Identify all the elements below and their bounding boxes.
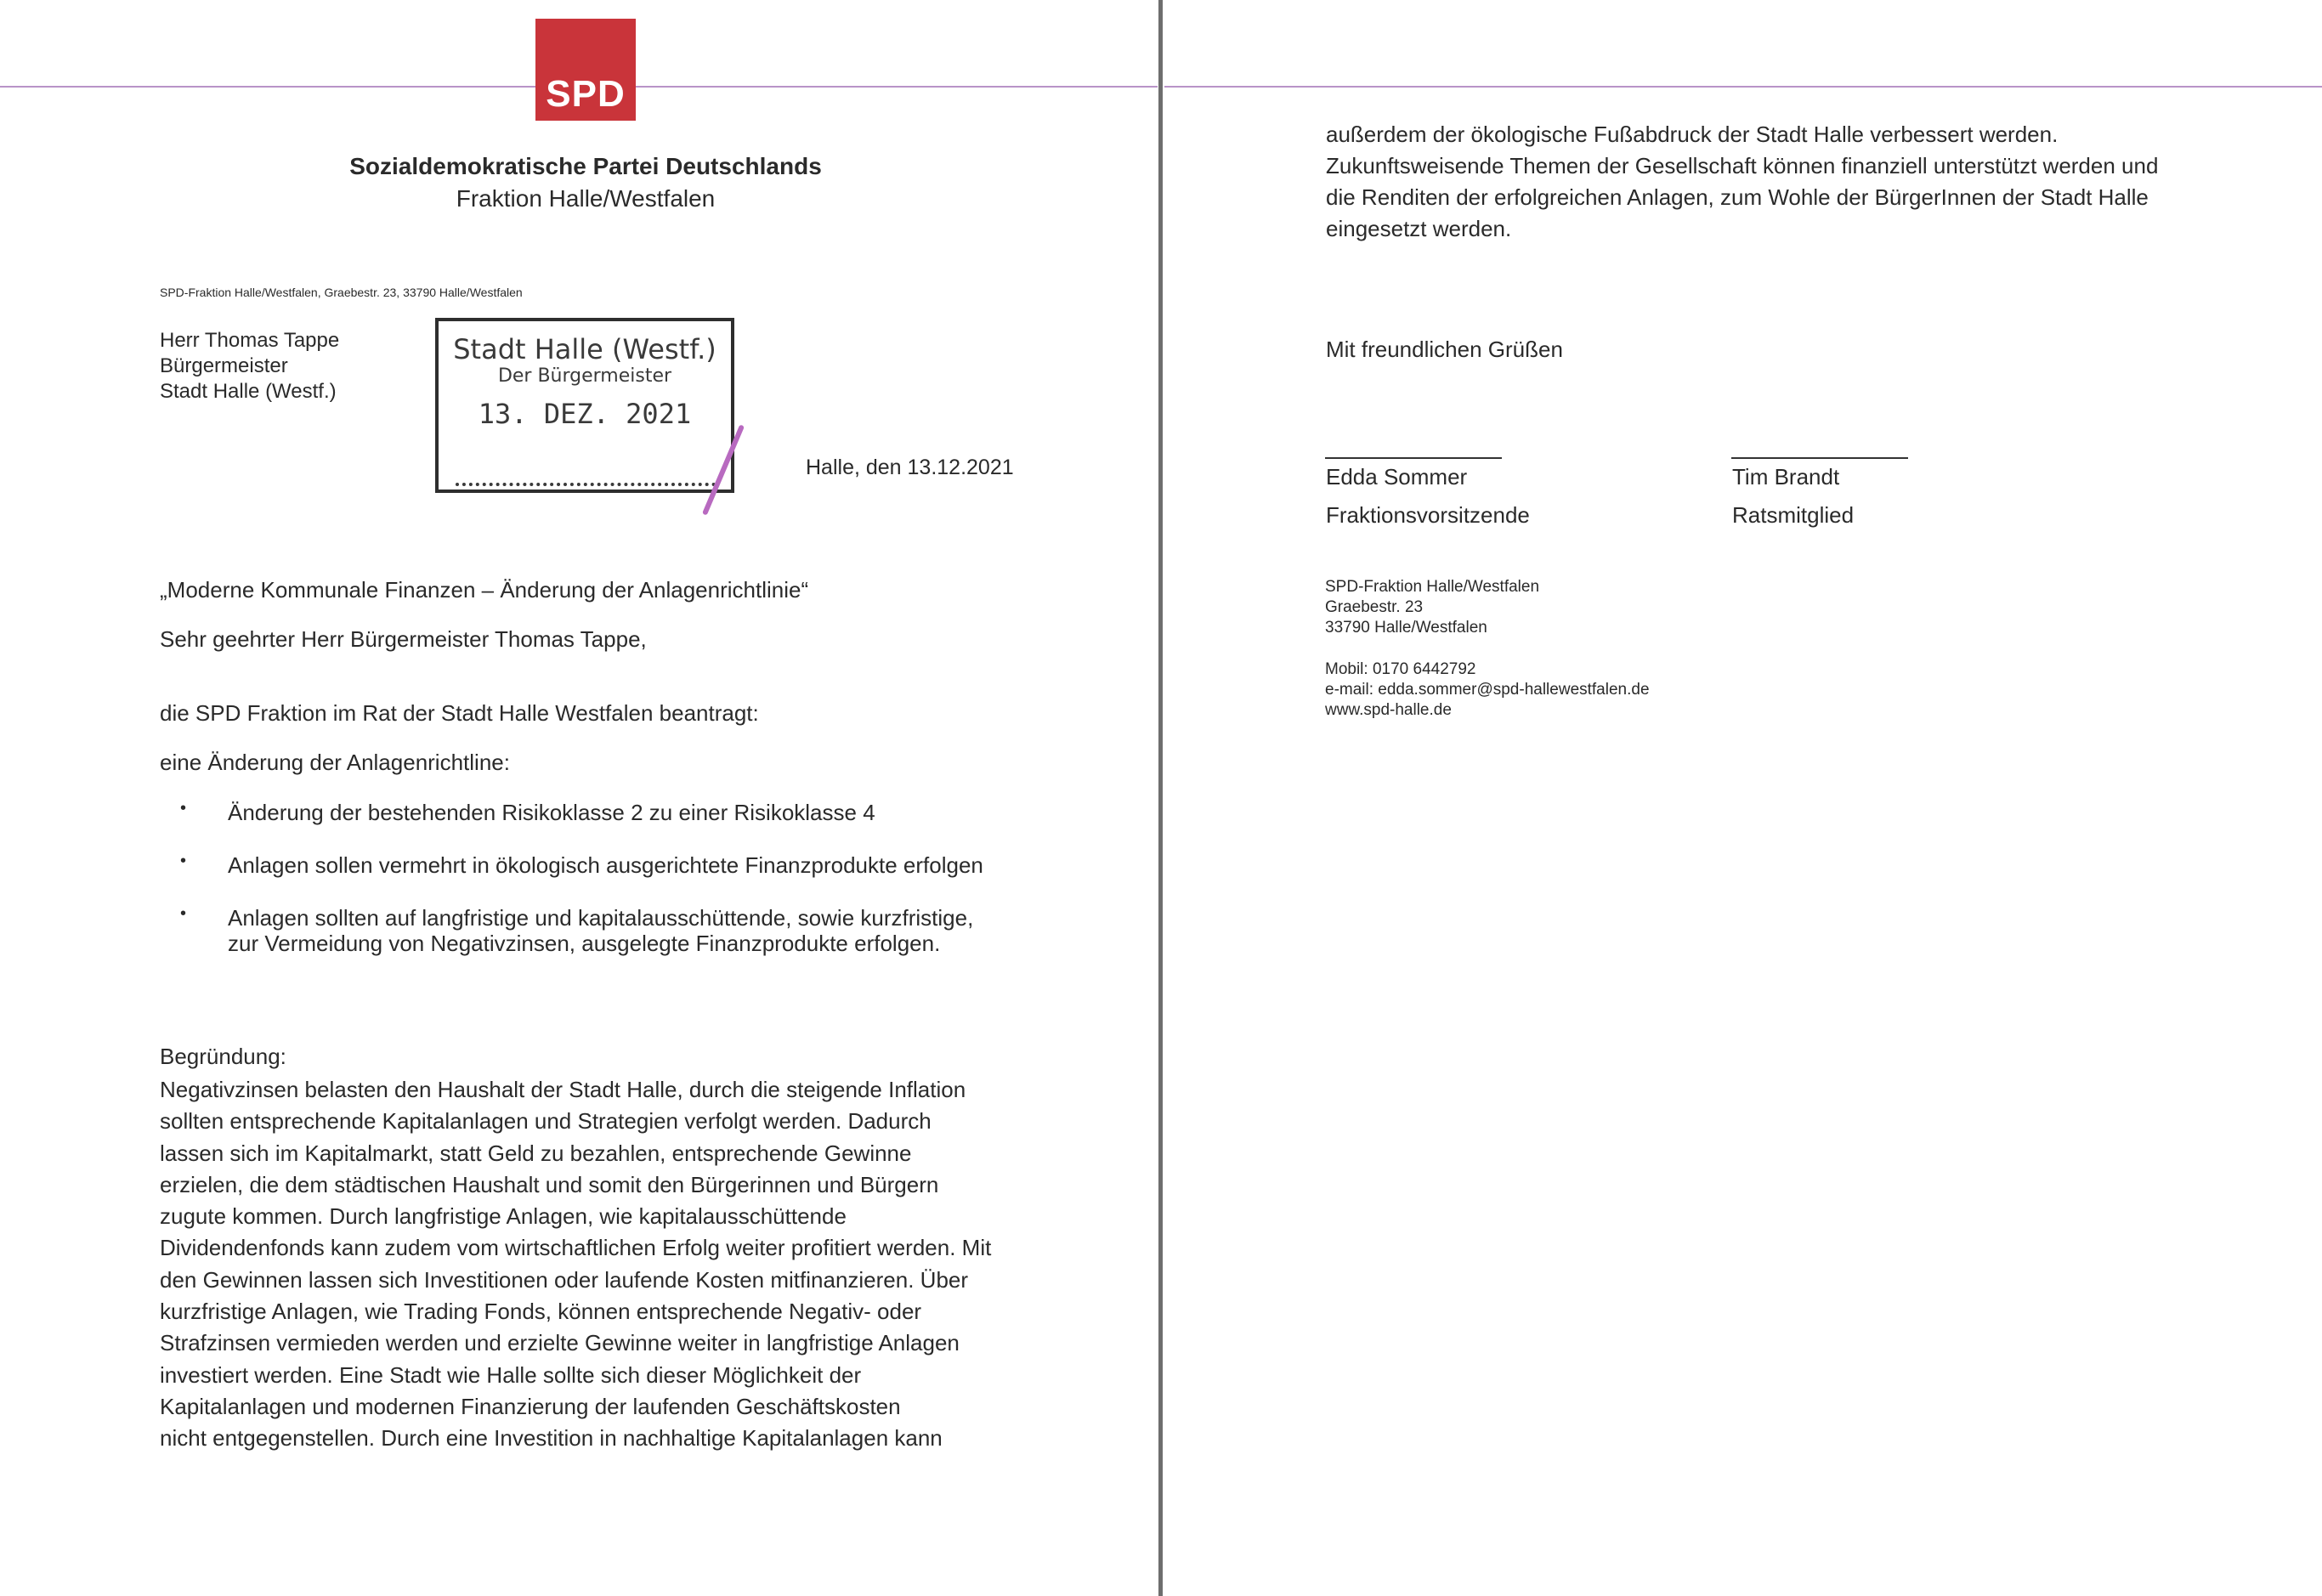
bullet-item-continuation: zur Vermeidung von Negativzinsen, ausgelegte Finanzprodukte erfolgen. — [228, 931, 941, 956]
recipient-line: Stadt Halle (Westf.) — [160, 380, 337, 403]
salutation: Sehr geehrter Herr Bürgermeister Thomas Tappe, — [160, 626, 647, 652]
intro-text: die SPD Fraktion im Rat der Stadt Halle Westfalen beantragt: — [160, 700, 759, 726]
subject-line: „Moderne Kommunale Finanzen – Änderung der Anlagenrichtlinie“ — [160, 577, 809, 603]
page-divider — [1158, 0, 1163, 1596]
change-intro: eine Änderung der Anlagenrichtline: — [160, 750, 510, 775]
reason-line: sollten entsprechende Kapitalanlagen und Strategien verfolgt werden. Dadurch — [160, 1108, 932, 1135]
continuation-line: eingesetzt werden. — [1326, 216, 1512, 241]
reason-line: lassen sich im Kapitalmarkt, statt Geld zu bezahlen, entsprechende Gewinne — [160, 1140, 912, 1166]
bullet-mark: • — [180, 904, 187, 923]
stamp-dotted-line — [456, 483, 716, 486]
bullet-item: Anlagen sollten auf langfristige und kapitalausschüttende, sowie kurzfristige, — [228, 905, 974, 931]
date-line: Halle, den 13.12.2021 — [806, 456, 1014, 479]
sender-line: SPD-Fraktion Halle/Westfalen, Graebestr. 23, 33790 Halle/Westfalen — [160, 286, 523, 299]
contact-mobile: Mobil: 0170 6442792 — [1325, 660, 1476, 678]
signatory-role: Ratsmitglied — [1732, 502, 1855, 528]
stamp-city: Stadt Halle (Westf.) — [453, 333, 716, 365]
signature-line — [1731, 457, 1908, 459]
contact-address-line: 33790 Halle/Westfalen — [1325, 619, 1487, 637]
reason-line: Negativzinsen belasten den Haushalt der Stadt Halle, durch die steigende Inflation — [160, 1077, 966, 1102]
header-rule-right — [1164, 86, 2322, 88]
received-stamp — [435, 318, 734, 493]
reason-line: Kapitalanlagen und modernen Finanzierung der laufenden Geschäftskosten — [160, 1393, 901, 1419]
reason-line: Strafzinsen vermieden werden und erzielte Gewinne weiter in langfristige Anlagen — [160, 1330, 960, 1356]
contact-address-line: Graebestr. 23 — [1325, 598, 1424, 616]
reason-line: Dividendenfonds kann zudem vom wirtschaftlichen Erfolg weiter profitiert werden. Mit — [160, 1235, 992, 1261]
closing-phrase: Mit freundlichen Grüßen — [1326, 337, 1563, 362]
faction-name: Fraktion Halle/Westfalen — [456, 185, 716, 212]
contact-email: e-mail: edda.sommer@spd-hallewestfalen.de — [1325, 681, 1650, 699]
bullet-mark: • — [180, 852, 187, 870]
bullet-item: Anlagen sollen vermehrt in ökologisch ausgerichtete Finanzprodukte erfolgen — [228, 852, 983, 878]
reason-line: kurzfristige Anlagen, wie Trading Fonds, können entsprechende Negativ- oder — [160, 1299, 922, 1325]
bullet-item: Änderung der bestehenden Risikoklasse 2 zu einer Risikoklasse 4 — [228, 800, 875, 825]
signatory-name: Tim Brandt — [1732, 464, 1840, 490]
signature-line — [1325, 457, 1502, 459]
stamp-date: 13. DEZ. 2021 — [478, 398, 692, 430]
stamp-office: Der Bürgermeister — [497, 365, 672, 387]
signatory-name: Edda Sommer — [1326, 464, 1468, 490]
recipient-line: Herr Thomas Tappe — [160, 329, 340, 352]
contact-address-line: SPD-Fraktion Halle/Westfalen — [1325, 578, 1540, 596]
contact-website: www.spd-halle.de — [1325, 701, 1452, 719]
reason-line: nicht entgegenstellen. Durch eine Investition in nachhaltige Kapitalanlagen kann — [160, 1425, 943, 1452]
bullet-mark: • — [180, 799, 187, 818]
reason-heading: Begründung: — [160, 1044, 286, 1069]
reason-paragraph — [160, 1074, 1035, 1455]
continuation-line: außerdem der ökologische Fußabdruck der Stadt Halle verbessert werden. — [1326, 122, 2059, 147]
continuation-line: die Renditen der erfolgreichen Anlagen, zum Wohle der BürgerInnen der Stadt Halle — [1326, 184, 2149, 210]
recipient-line: Bürgermeister — [160, 354, 288, 377]
reason-line: den Gewinnen lassen sich Investitionen oder laufende Kosten mitfinanzieren. Über — [160, 1266, 969, 1293]
continuation-paragraph — [1326, 119, 2158, 245]
party-name: Sozialdemokratische Partei Deutschlands — [349, 153, 822, 179]
signatory-role: Fraktionsvorsitzende — [1326, 502, 1530, 528]
continuation-line: Zukunftsweisende Themen der Gesellschaft können finanziell unterstützt werden und — [1326, 153, 2159, 178]
spd-logo: SPD — [535, 19, 636, 121]
reason-line: erzielen, die dem städtischen Haushalt und somit den Bürgerinnen und Bürgern — [160, 1171, 939, 1197]
reason-line: investiert werden. Eine Stadt wie Halle sollte sich dieser Möglichkeit der — [160, 1361, 862, 1388]
reason-line: zugute kommen. Durch langfristige Anlagen, wie kapitalausschüttende — [160, 1203, 847, 1230]
